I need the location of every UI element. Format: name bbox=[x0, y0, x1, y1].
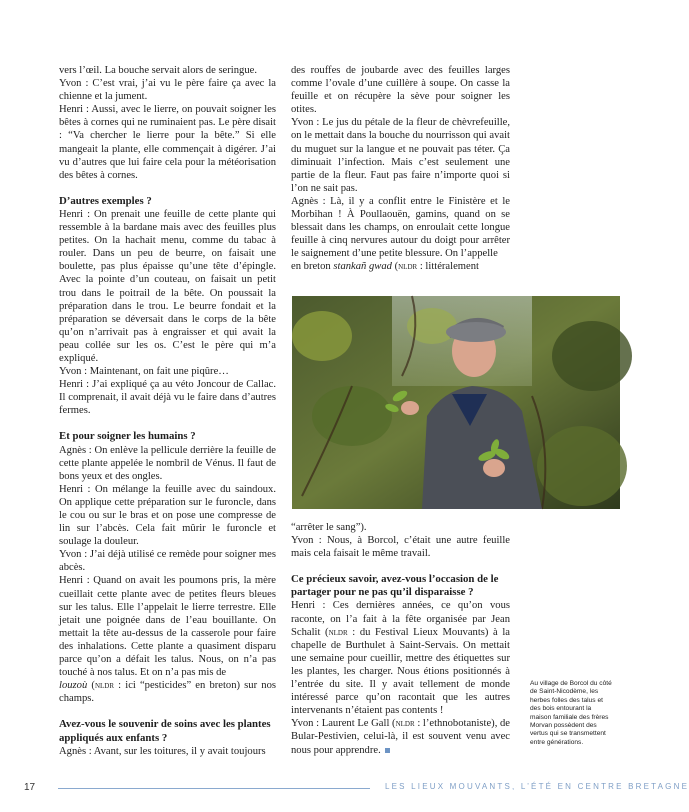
paragraph bbox=[291, 717, 510, 756]
text-run: : du Festival Lieux Mouvants) à la chapelle de Burthulet à Saint-Servais. On mettait une semaine pour cueillir, mettre des étiquettes sur les plantes, les charger. Nous étions positionnés à l’entrée du site. Il y avait tellement de monde intéressé parce qu’on racontait que les autres intervenants n’étaient pas contents ! bbox=[291, 626, 510, 717]
breton-term: louzoù bbox=[59, 680, 88, 692]
editor-note-label: nldr bbox=[395, 718, 415, 730]
section-question: Et pour soigner les humains ? bbox=[59, 430, 196, 443]
paragraph bbox=[59, 679, 276, 705]
paragraph: des rouffes de joubarde avec des feuilles larges comme l’ovale d’une cuillère à soupe. On casse la feuille et on récupère la sève pour soigner les otites. bbox=[291, 65, 510, 116]
article-end-mark bbox=[385, 748, 390, 753]
text-run: en breton bbox=[291, 261, 334, 273]
paragraph: Agnès : Avant, sur les toitures, il y avait toujours bbox=[59, 745, 266, 757]
footer-running-title: LES LIEUX MOUVANTS, L’ÉTÉ EN CENTRE BRETAGNE bbox=[385, 782, 689, 791]
paragraph: Yvon : J’ai déjà utilisé ce remède pour soigner mes abcès. bbox=[59, 549, 276, 574]
section-question: D’autres exemples ? bbox=[59, 194, 152, 207]
paragraph: Agnès : Là, il y a conflit entre le Finistère et le Morbihan ! À Poullaouën, gamins, quand on se blessait dans les champs, on enroulait cette longue feuille à cinq nervures autour du doigt pour arrêter le saignement d’une petite blessure. On l’appelle bbox=[291, 195, 510, 260]
paragraph: vers l’œil. La bouche servait alors de seringue. bbox=[59, 65, 257, 76]
section-question: Avez-vous le souvenir de soins avec les plantes appliqués aux enfants ? bbox=[59, 718, 271, 744]
text-run: : ici “pesticides” en breton) sur nos champs. bbox=[59, 680, 276, 705]
photo-illustration bbox=[292, 296, 620, 509]
text-run: ( bbox=[391, 261, 399, 273]
text-run: : littéralement bbox=[417, 261, 479, 273]
paragraph: Yvon : C’est vrai, j’ai vu le père faire ça avec la chienne et la jument. bbox=[59, 78, 276, 103]
section-question: Ce précieux savoir, avez-vous l’occasion de le partager pour ne pas qu’il disparaisse ? bbox=[291, 573, 499, 599]
paragraph: Henri : Aussi, avec le lierre, on pouvait soigner les bêtes à cornes qui ne ruminaient pas. Le père disait : “Va chercher le lierre pour la bête.” Si elle mangeait la plante, elle commençait à digérer. J’ai vu d’autres que lui faire cela pour la météorisation des bêtes à cornes. bbox=[59, 104, 276, 181]
text-run: : l’ethnobotaniste), de Bular-Pestivien, celui-là, il est souvent venu avec nous pour apprendre. bbox=[291, 718, 510, 756]
paragraph: Yvon : Maintenant, on fait une piqûre… bbox=[59, 366, 229, 378]
paragraph: Henri : On mélange la feuille avec du saindoux. On applique cette préparation sur le furoncle, dans le cou ou sur le bras et on pose une compresse de lin sur l’abcès. Cela fait mûrir le furoncle et soulage la douleur. bbox=[59, 483, 276, 548]
editor-note-label: nldr bbox=[94, 680, 115, 692]
photo-caption: Au village de Borcol du côté de Saint-Nicodème, les herbes folles des talus et des bois entourant la maison familiale des frères Morvan possèdent des vertus qui se transmettent entre générations. bbox=[530, 680, 612, 746]
article-column-middle-top bbox=[291, 64, 510, 274]
footer-rule bbox=[58, 788, 370, 789]
editor-note-label: nldr bbox=[398, 261, 418, 273]
photo-man-holding-plants bbox=[292, 296, 620, 509]
paragraph: Henri : J’ai expliqué ça au véto Joncour de Callac. Il comprenait, il avait déjà vu le faire dans d’autres fermes. bbox=[59, 379, 276, 417]
text-run: Yvon : Laurent Le Gall ( bbox=[291, 718, 396, 730]
breton-term: stankañ gwad bbox=[333, 261, 392, 273]
paragraph: Henri : On prenait une feuille de cette plante qui ressemble à la bardane mais avec des feuilles plus petites. On la hachait menu, comme du tabac à rouler. Dans un peu de beurre, on faisait une boulette, pas plus épaisse qu’une tête d’épingle. Avec la pointe d’un couteau, on faisait un petit trou dans le poitrail de la bête. On poussait la préparation dans le trou. Le beurre fondait et la préparation se déversait dans le corps de la bête qu’on n’arrivait pas à engraisser et qui avait la peau collée sur les os. C’est le père qui m’a expliqué. bbox=[59, 208, 276, 364]
paragraph bbox=[291, 599, 510, 717]
editor-note-label: nldr bbox=[328, 626, 348, 638]
paragraph: Yvon : Nous, à Borcol, c’était une autre feuille mais cela faisait le même travail. bbox=[291, 535, 510, 560]
text-run: ( bbox=[87, 680, 95, 692]
paragraph bbox=[291, 260, 510, 273]
paragraph: Henri : Quand on avait les poumons pris, la mère cueillait cette plante avec de petites fleurs bleues sur les talus. Elle l’appelait le lierre terrestre. Elle jetait une poignée dans de l’eau bouillante. On mettait la tête au-dessus de la casserole pour faire des inhalations. Cette plante a quasiment disparu parce qu’on a défait les talus. Nous, on n’a pas touché à nos talus. Et on n’a pas mis de bbox=[59, 575, 276, 679]
text-run: Henri : Ces dernières années, ce qu’on vous raconte, on l’a fait à la fête organisée par Jean Schalit ( bbox=[291, 600, 510, 638]
paragraph: Yvon : Le jus du pétale de la fleur de chèvrefeuille, on le mettait dans la bouche du nourrisson qui avait du muguet sur la langue et ne pouvait pas téter. Ça diminuait l’infection. Mais c’est seulement une partie de la fleur. Faut pas faire n’importe quoi si l’on ne sait pas. bbox=[291, 117, 510, 194]
paragraph: “arrêter le sang”). bbox=[291, 522, 367, 533]
paragraph: Agnès : On enlève la pellicule derrière la feuille de cette plante appelée le nombril de Vénus. Il faut de bons yeux et des ongles. bbox=[59, 444, 276, 482]
page-number: 17 bbox=[24, 782, 36, 793]
article-column-left bbox=[59, 64, 276, 758]
article-column-middle-bottom bbox=[291, 521, 510, 757]
